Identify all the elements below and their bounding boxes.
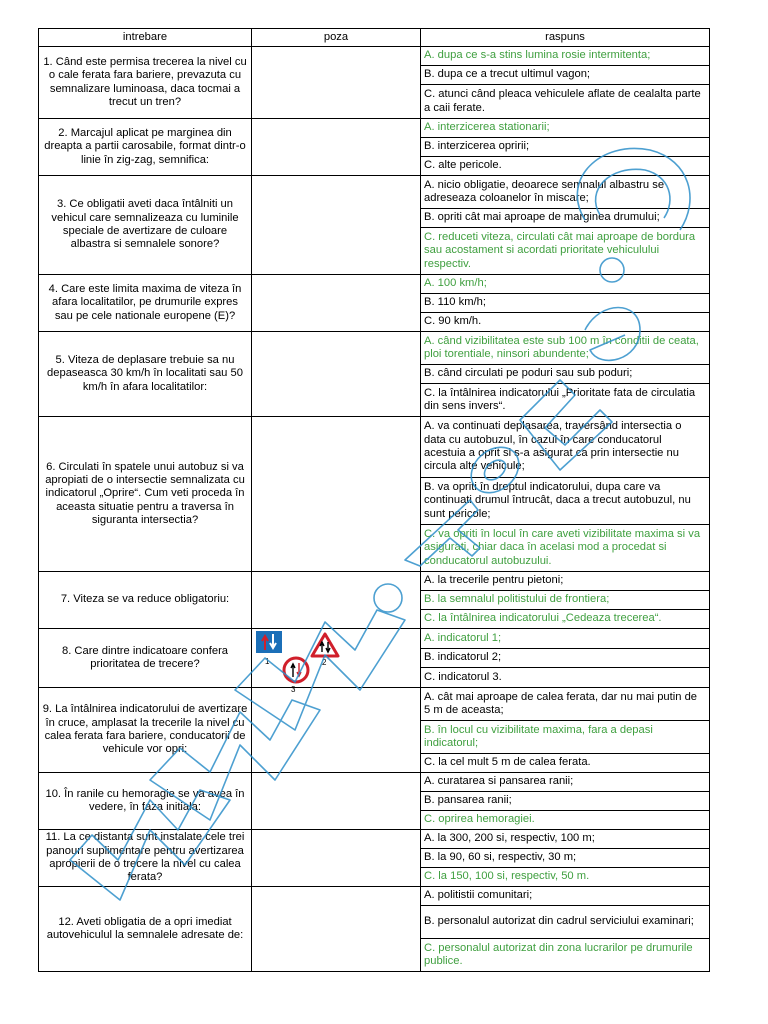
image-cell-11 — [252, 830, 421, 887]
answer-9-b: B. în locul cu vizibilitate maxima, fara a depasi indicatorul; — [421, 721, 710, 754]
answer-6-c: C. va opriti în locul în care aveti vizibilitate maxima si va asigurati, chiar daca în acelasi mod a procedat si conducatorul autobuzului. — [421, 525, 710, 572]
quiz-table — [38, 28, 710, 972]
question-cell-1: 1. Când este permisa trecerea la nivel cu o cale ferata fara bariere, prevazuta cu semnalizare luminoasa, daca tocmai a trecut un tren? — [39, 47, 252, 119]
answer-1-b: B. dupa ce a trecut ultimul vagon; — [421, 66, 710, 85]
answer-8-c: C. indicatorul 3. — [421, 668, 710, 688]
image-cell-9 — [252, 688, 421, 773]
answer-3-c: C. reduceti viteza, circulati cât mai aproape de bordura sau acostament si acordati prioritate vehiculului respectiv. — [421, 228, 710, 275]
question-cell-3: 3. Ce obligatii aveti daca întâlniti un vehicul care semnalizeaza cu luminile speciale de avertizare de culoare albastra si semnalele sonore? — [39, 176, 252, 275]
priority-to-oncoming-sign-icon — [282, 656, 310, 684]
table-header-row — [39, 29, 710, 47]
image-cell-7 — [252, 572, 421, 629]
answer-8-a: A. indicatorul 1; — [421, 629, 710, 649]
answer-12-c: C. personalul autorizat din zona lucrarilor pe drumurile publice. — [421, 939, 710, 972]
answer-11-a: A. la 300, 200 si, respectiv, 100 m; — [421, 830, 710, 849]
answer-7-c: C. la întâlnirea indicatorului „Cedeaza trecerea“. — [421, 610, 710, 629]
answer-12-b: B. personalul autorizat din cadrul serviciului examinari; — [421, 906, 710, 939]
sign-number-1: 1 — [265, 657, 270, 666]
image-cell-8 — [252, 629, 421, 694]
answer-2-c: C. alte pericole. — [421, 157, 710, 176]
answer-10-c: C. oprirea hemoragiei. — [421, 811, 710, 830]
image-cell-4 — [252, 275, 421, 332]
image-cell-10 — [252, 773, 421, 830]
header-answer: raspuns — [421, 29, 710, 47]
quiz-sheet — [38, 28, 709, 989]
image-cell-2 — [252, 119, 421, 176]
answer-10-a: A. curatarea si pansarea ranii; — [421, 773, 710, 792]
answer-5-c: C. la întâlnirea indicatorului „Prioritate fata de circulatia din sens invers“. — [421, 384, 710, 417]
oncoming-traffic-warning-sign-icon — [310, 632, 340, 658]
priority-over-oncoming-sign-icon — [256, 631, 282, 653]
answer-11-c: C. la 150, 100 si, respectiv, 50 m. — [421, 868, 710, 887]
image-cell-3 — [252, 176, 421, 275]
answer-7-b: B. la semnalul politistului de frontiera; — [421, 591, 710, 610]
answer-3-b: B. opriti cât mai aproape de marginea drumului; — [421, 209, 710, 228]
question-cell-2: 2. Marcajul aplicat pe marginea din dreapta a partii carosabile, format dintr-o linie în zig-zag, semnifica: — [39, 119, 252, 176]
answer-1-c: C. atunci când pleaca vehiculele aflate de cealalta parte a caii ferate. — [421, 85, 710, 119]
sign-number-2: 2 — [322, 658, 327, 667]
answer-12-a: A. politistii comunitari; — [421, 887, 710, 906]
question-cell-9: 9. La întâlnirea indicatorului de avertizare în cruce, amplasat la trecerile la nivel cu calea ferata fara bariere, conducatorii de vehicule vor opri: — [39, 688, 252, 773]
question-cell-5: 5. Viteza de deplasare trebuie sa nu depaseasca 30 km/h în localitati sau 50 km/h în afara localitatilor: — [39, 332, 252, 417]
answer-2-a: A. interzicerea stationarii; — [421, 119, 710, 138]
answer-6-a: A. va continuati deplasarea, traversând intersectia o data cu autobuzul, în cazul în care conducatorul acestuia a oprit si s-a asigurat ca prin intersectie nu circula alte vehicule; — [421, 417, 710, 478]
question-cell-12: 12. Aveti obligatia de a opri imediat autovehiculul la semnalele adresate de: — [39, 887, 252, 972]
answer-3-a: A. nicio obligatie, deoarece semnalul albastru se adreseaza coloanelor în miscare; — [421, 176, 710, 209]
traffic-signs-group — [255, 629, 417, 694]
answer-11-b: B. la 90, 60 si, respectiv, 30 m; — [421, 849, 710, 868]
header-image: poza — [252, 29, 421, 47]
image-cell-1 — [252, 47, 421, 119]
answer-9-c: C. la cel mult 5 m de calea ferata. — [421, 754, 710, 773]
question-cell-8: 8. Care dintre indicatoare confera prioritatea de trecere? — [39, 629, 252, 688]
question-cell-4: 4. Care este limita maxima de viteza în afara localitatilor, pe drumurile expres sau pe cele nationale europene (E)? — [39, 275, 252, 332]
answer-6-b: B. va opriti în dreptul indicatorului, dupa care va continuati drumul întrucât, daca a trecut autobuzul, nu sunt pericole; — [421, 478, 710, 525]
answer-4-a: A. 100 km/h; — [421, 275, 710, 294]
answer-7-a: A. la trecerile pentru pietoni; — [421, 572, 710, 591]
answer-4-c: C. 90 km/h. — [421, 313, 710, 332]
answer-10-b: B. pansarea ranii; — [421, 792, 710, 811]
question-cell-11: 11. La ce distanta sunt instalate cele trei panouri suplimentare pentru avertizarea apropierii de o trecere la nivel cu calea ferata? — [39, 830, 252, 887]
question-cell-6: 6. Circulati în spatele unui autobuz si va apropiati de o intersectie semnalizata cu indicatorul „Oprire“. Cum veti proceda în aceasta situatie pentru a traversa în siguranta intersectia? — [39, 417, 252, 572]
answer-1-a: A. dupa ce s-a stins lumina rosie intermitenta; — [421, 47, 710, 66]
image-cell-5 — [252, 332, 421, 417]
image-cell-6 — [252, 417, 421, 572]
question-cell-10: 10. În ranile cu hemoragie se va avea în vedere, în faza initiala: — [39, 773, 252, 830]
header-question: intrebare — [39, 29, 252, 47]
sign-number-3: 3 — [291, 685, 296, 694]
answer-8-b: B. indicatorul 2; — [421, 648, 710, 668]
question-cell-7: 7. Viteza se va reduce obligatoriu: — [39, 572, 252, 629]
answer-2-b: B. interzicerea opririi; — [421, 138, 710, 157]
answer-5-a: A. când vizibilitatea este sub 100 m în conditii de ceata, ploi torentiale, ninsori abundente; — [421, 332, 710, 365]
answer-5-b: B. când circulati pe poduri sau sub poduri; — [421, 365, 710, 384]
answer-9-a: A. cât mai aproape de calea ferata, dar nu mai putin de 5 m de aceasta; — [421, 688, 710, 721]
image-cell-12 — [252, 887, 421, 972]
answer-4-b: B. 110 km/h; — [421, 294, 710, 313]
